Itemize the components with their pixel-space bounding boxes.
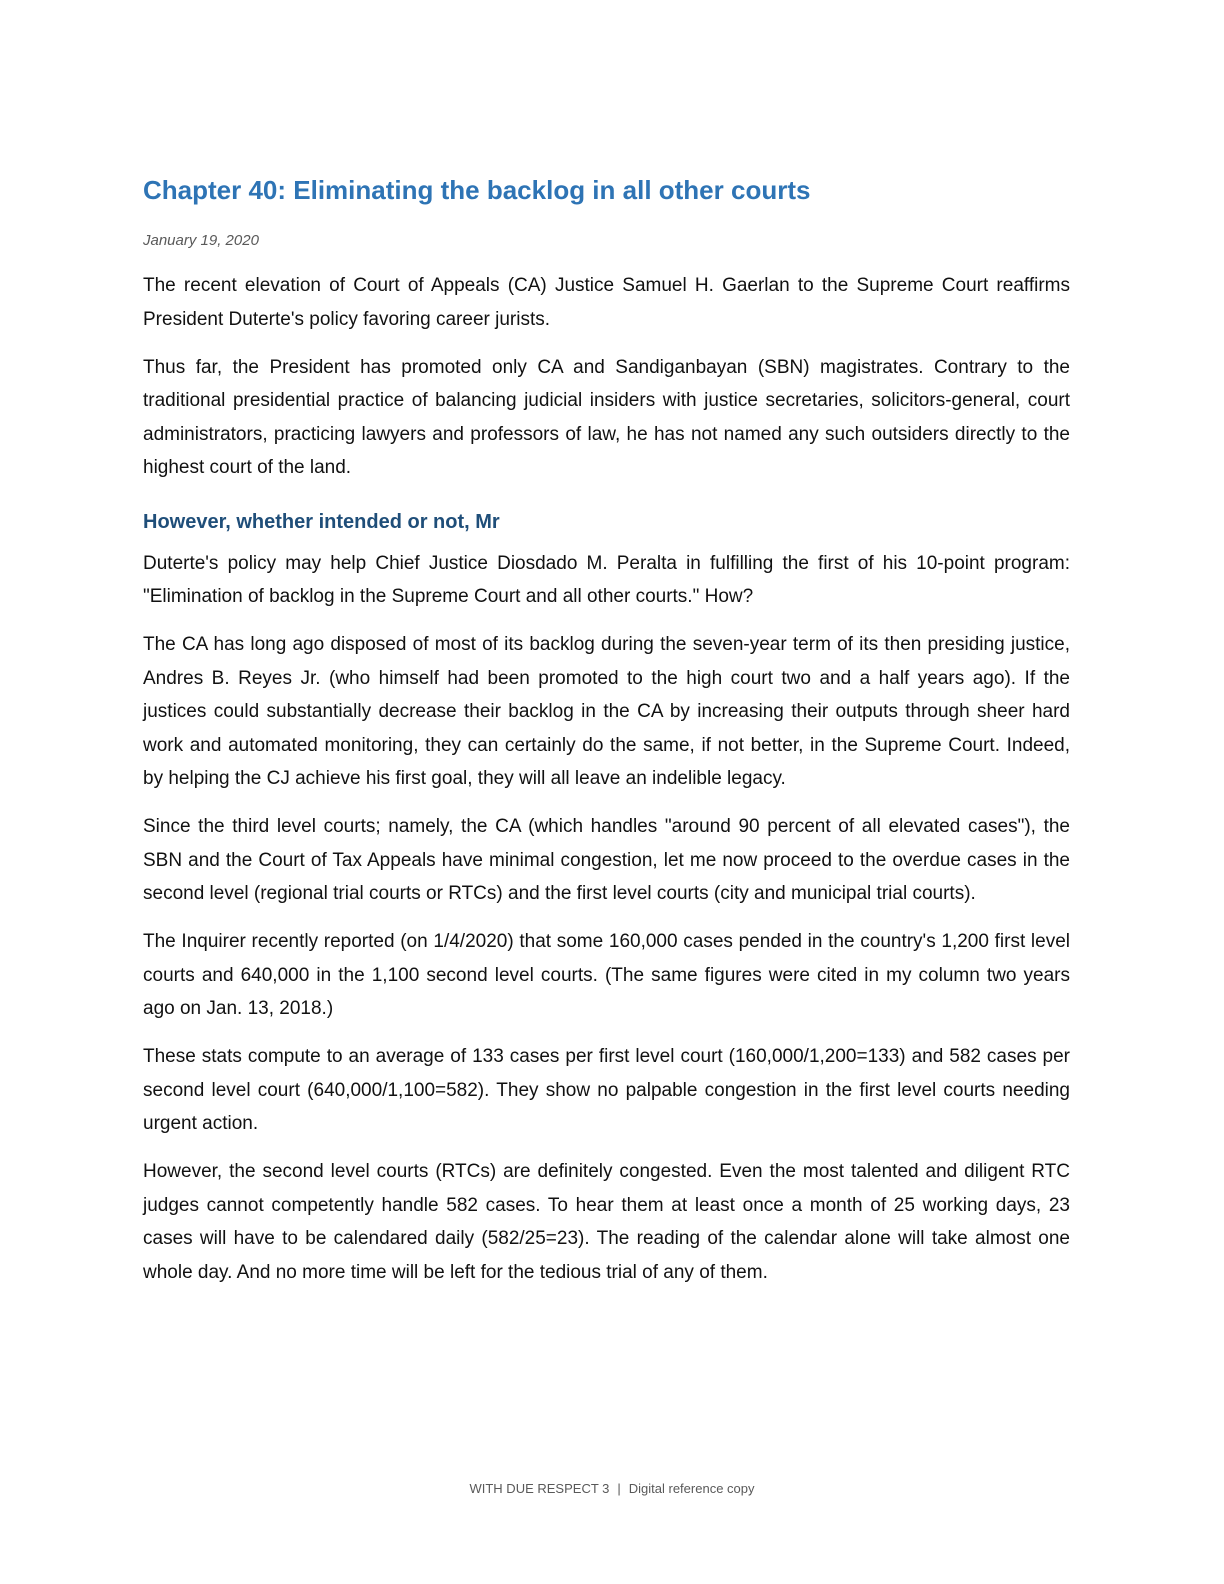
- footer-separator: |: [617, 1481, 621, 1496]
- page-footer: [0, 1479, 1224, 1499]
- footer-book-title: WITH DUE RESPECT 3: [469, 1481, 610, 1496]
- paragraph: Duterte's policy may help Chief Justice Diosdado M. Peralta in fulfilling the first of his 10-point program: "Elimination of backlog in the Supreme Court and all other courts." How?: [143, 552, 1070, 607]
- paragraph: Thus far, the President has promoted only CA and Sandiganbayan (SBN) magistrates. Contrary to the traditional presidential practice of balancing judicial insiders with justice secretaries, solicitors-general, court administrators, practicing lawyers and professors of law, he has not named any such outsiders directly to the highest court of the land.: [143, 356, 1070, 478]
- footer-note: Digital reference copy: [628, 1481, 755, 1496]
- paragraph: Since the third level courts; namely, the CA (which handles "around 90 percent of all elevated cases"), the SBN and the Court of Tax Appeals have minimal congestion, let me now proceed to the overdue cases in the second level (regional trial courts or RTCs) and the first level courts (city and municipal trial courts).: [143, 816, 1070, 904]
- paragraph: These stats compute to an average of 133 cases per first level court (160,000/1,200=133) and 582 cases per second level court (640,000/1,100=582). They show no palpable congestion in the first level courts needing urgent action.: [143, 1046, 1070, 1134]
- document-body: [143, 170, 1070, 1304]
- paragraph: The Inquirer recently reported (on 1/4/2020) that some 160,000 cases pended in the country's 1,200 first level courts and 640,000 in the 1,100 second level courts. (The same figures were cited in my column two years ago on Jan. 13, 2018.): [143, 931, 1070, 1019]
- chapter-title: Chapter 40: Eliminating the backlog in all other courts: [143, 175, 811, 205]
- paragraph: The CA has long ago disposed of most of its backlog during the seven-year term of its then presiding justice, Andres B. Reyes Jr. (who himself had been promoted to the high court two and a half years ago). If the justices could substantially decrease their backlog in the CA by increasing their outputs through sheer hard work and automated monitoring, they can certainly do the same, if not better, in the Supreme Court. Indeed, by helping the CJ achieve his first goal, they will all leave an indelible legacy.: [143, 634, 1070, 789]
- section-heading: However, whether intended or not, Mr: [143, 510, 500, 533]
- paragraph: However, the second level courts (RTCs) are definitely congested. Even the most talented and diligent RTC judges cannot competently handle 582 cases. To hear them at least once a month of 25 working days, 23 cases will have to be calendared daily (582/25=23). The reading of the calendar alone will take almost one whole day. And no more time will be left for the tedious trial of any of them.: [143, 1161, 1070, 1283]
- publication-date: January 19, 2020: [143, 232, 259, 249]
- paragraph: The recent elevation of Court of Appeals (CA) Justice Samuel H. Gaerlan to the Supreme Court reaffirms President Duterte's policy favoring career jurists.: [143, 275, 1070, 330]
